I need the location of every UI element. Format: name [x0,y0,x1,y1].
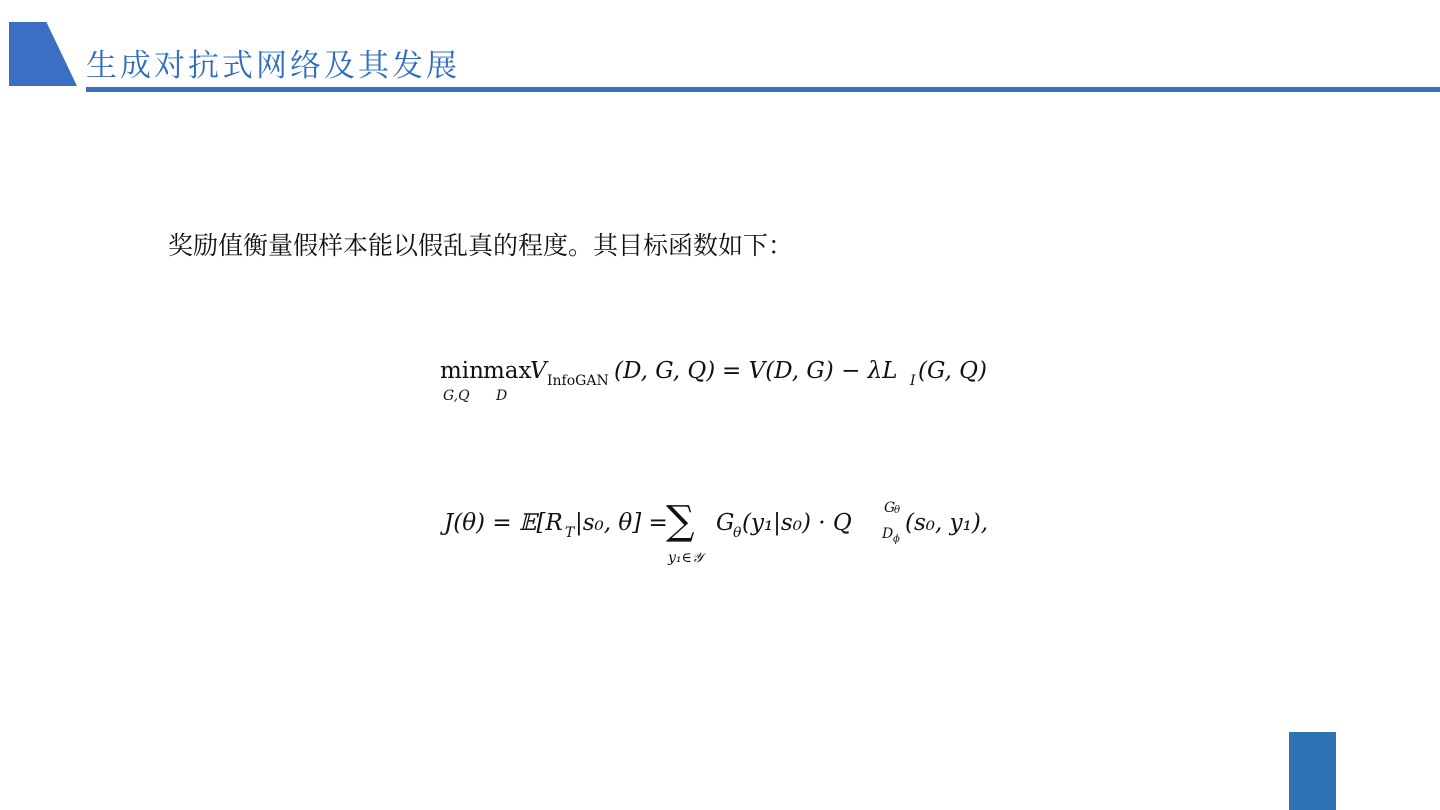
v-symbol: V [530,358,547,384]
slide-title: 生成对抗式网络及其发展 [86,48,460,84]
intro-text: 奖励值衡量假样本能以假乱真的程度。其目标函数如下： [168,231,794,260]
rhs-expression: = V(D, G) − λL [722,358,898,384]
infogan-subscript: InfoGAN [547,373,609,389]
rt-subscript: T [565,525,575,541]
summation-symbol: ∑ [666,498,695,544]
max-subscript: D [496,388,508,404]
q-superscript: G [884,500,896,516]
lhs-tail: |s₀, θ] = [575,510,668,536]
rhs-arguments: (G, Q) [918,358,987,384]
corner-accent-bar [1289,732,1336,810]
g-symbol: G [716,510,735,536]
q-subscript: D [882,526,894,542]
g-subscript: θ [733,525,742,541]
g-arguments: (y₁|s₀) · Q [742,510,852,536]
max-operator: max [483,358,532,384]
title-underline [86,87,1440,92]
min-subscript: G,Q [443,388,470,404]
j-theta-lhs: J(θ) = 𝔼[R [444,510,563,536]
header-corner-shape [9,22,77,86]
lhs-arguments: (D, G, Q) [614,358,716,384]
q-subscript-subscript: ϕ [893,534,900,545]
q-arguments: (s₀, y₁), [905,510,989,536]
summation-subscript: y₁∈𝒴 [668,550,703,566]
q-superscript-subscript: θ [894,505,901,516]
min-operator: min [440,358,484,384]
l-subscript: I [910,373,916,389]
